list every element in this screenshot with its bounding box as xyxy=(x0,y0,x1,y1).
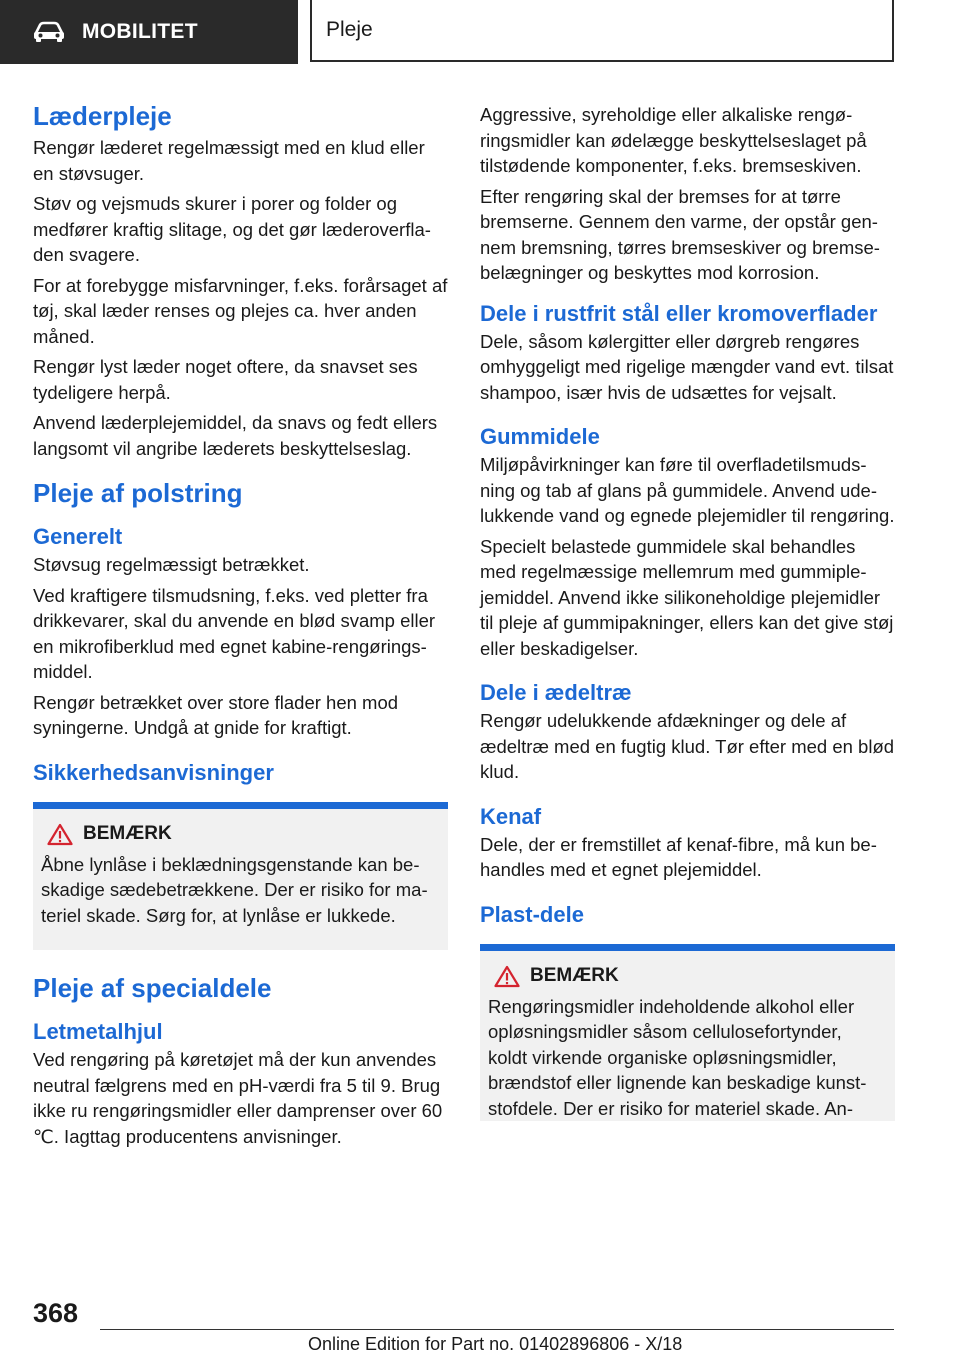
warning-triangle-icon xyxy=(47,823,73,846)
wood-paragraph-1: Rengør udelukkende afdækninger og dele af ædeltræ med en fugtig klud. Tør efter med en blød klud. xyxy=(480,710,895,782)
leather-paragraph-1: Rengør læderet regelmæssigt med en klud eller en støvsuger. xyxy=(33,137,425,184)
footer-divider xyxy=(100,1329,894,1330)
plastic-parts-heading: Plast-dele xyxy=(480,901,584,927)
page-number: 368 xyxy=(33,1298,79,1328)
notice-box-plastic xyxy=(480,944,895,1122)
rubber-paragraph-1: Miljøpåvirkninger kan føre til overfladetilsmudsning og tab af glans på gummidele. Anvend udelukkende vand og egnede plejemidler til rengøring. xyxy=(480,454,895,526)
rubber-paragraph-2: Specielt belastede gummidele skal behandles med regelmæssige mellemrum med gummiplejemiddel. Anvend ikke silikoneholdige plejemidler til pleje af gummipakninger, ellers kan det give støj eller beskadigelser. xyxy=(480,535,894,659)
alloy-paragraph-2: Aggressive, syreholdige eller alkaliske rengøringsmidler kan ødelægge beskyttelseslaget på tilstødende komponenter, f.eks. bremseskiven. xyxy=(480,104,867,176)
right-column xyxy=(480,102,895,1121)
notice-box-zippers xyxy=(33,802,448,951)
general-paragraph-3: Rengør betrækket over store flader hen mod syningerne. Undgå at gnide for kraftigt. xyxy=(33,691,399,738)
general-heading: Generelt xyxy=(33,524,123,549)
leather-paragraph-5: Anvend læderplejemiddel, da snavs og fedt ellers langsomt vil angribe læderets beskyttelseslag. xyxy=(33,412,438,459)
footer-edition-text: Online Edition for Part no. 01402896806 - X/18 xyxy=(308,1334,683,1354)
upholstery-care-heading: Pleje af polstring xyxy=(33,478,243,508)
fine-wood-heading: Dele i ædeltræ xyxy=(480,680,632,705)
notice-text: Åbne lynlåse i beklædningsgenstande kan beskadige sædebetrækkene. Der er risiko for materiel skade. Sørg for, at lynlåse er lukkede. xyxy=(41,853,428,926)
kenaf-heading: Kenaf xyxy=(480,803,542,829)
car-icon xyxy=(32,21,66,43)
general-paragraph-2: Ved kraftigere tilsmudsning, f.eks. ved pletter fra drikkevarer, skal du anvende en blød svamp eller en mikrofiberklud med egnet kabine-rengøringsmiddel. xyxy=(33,584,436,682)
leather-paragraph-2: Støv og vejsmuds skurer i porer og folder og medfører kraftig slitage, og det gør læderoverfladen svagere. xyxy=(33,193,431,265)
alloy-wheels-heading: Letmetalhjul xyxy=(33,1019,163,1044)
safety-heading: Sikkerhedsanvisninger xyxy=(33,759,274,785)
steel-paragraph-1: Dele, såsom kølergitter eller dørgreb rengøres omhyggeligt med rigelige mængder vand evt. tilsat shampoo, især hvis de udsættes for vejsalt. xyxy=(480,330,894,403)
stainless-steel-heading: Dele i rustfrit stål eller kromoverflader xyxy=(480,300,878,326)
general-paragraph-1: Støvsug regelmæssigt betrækket. xyxy=(33,554,310,575)
section-tab[interactable] xyxy=(0,0,298,64)
notice-title: BEMÆRK xyxy=(530,965,619,986)
rubber-parts-heading: Gummidele xyxy=(480,424,600,449)
alloy-paragraph-3: Efter rengøring skal der bremses for at tørre bremserne. Gennem den varme, der opstår gennem bremsning, tørres bremseskiver og bremsebelægninger og beskyttes mod korrosion. xyxy=(480,185,880,283)
warning-triangle-icon xyxy=(494,965,520,988)
notice-title: BEMÆRK xyxy=(83,823,172,844)
alloy-paragraph-1: Ved rengøring på køretøjet må der kun anvendes neutral fælgrens med en pH-værdi fra 5 til 9. Brug ikke ru rengøringsmidler eller damprenser over 60 ℃. Iagttag producentens anvisninger. xyxy=(33,1049,443,1147)
section-label: MOBILITET xyxy=(82,20,198,43)
breadcrumb-label: Pleje xyxy=(326,18,373,41)
leather-care-heading: Læderpleje xyxy=(33,101,172,131)
notice-text: Rengøringsmidler indeholdende alkohol eller opløsningsmidler såsom cellulosefortynder, koldt virkende organiske opløsningsmidler, brændstof eller lignende kan beskadige kunststofdele. Der er risiko for materiel skade. An- xyxy=(488,995,867,1119)
leather-paragraph-3: For at forebygge misfarvninger, f.eks. forårsaget af tøj, skal læder renses og plejes ca. hver anden måned. xyxy=(33,274,448,347)
special-parts-heading: Pleje af specialdele xyxy=(33,973,272,1003)
left-column xyxy=(33,100,448,1154)
kenaf-paragraph-1: Dele, der er fremstillet af kenaf-fibre, må kun behandles med et egnet plejemiddel. xyxy=(480,833,877,880)
breadcrumb xyxy=(310,0,894,62)
leather-paragraph-4: Rengør lyst læder noget oftere, da snavset ses tydeligere herpå. xyxy=(33,356,418,403)
